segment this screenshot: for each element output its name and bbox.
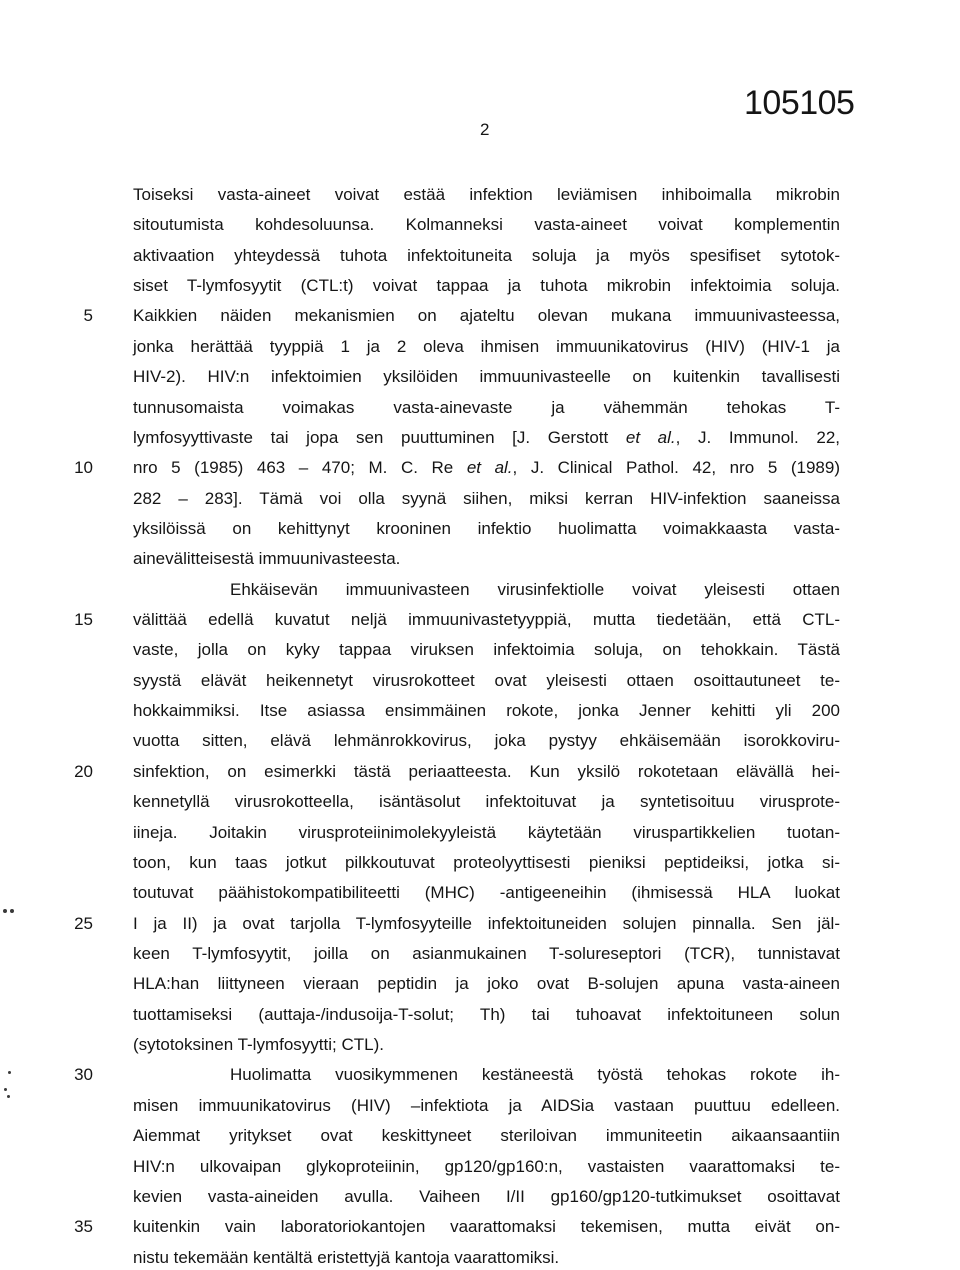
line-text: sitoutumista kohdesoluunsa. Kolmanneksi vasta-aineet voivat komplementin [133, 215, 840, 235]
text-line [133, 337, 840, 357]
line-text: välittää edellä kuvatut neljä immuunivastetyyppiä, mutta tiedetään, että CTL- [133, 610, 840, 630]
text-run: lymfosyyttivaste tai jopa sen puuttuminen [J. Gerstott [133, 427, 626, 447]
text-line [133, 246, 840, 266]
text-run: , J. Immunol. 22, [675, 427, 840, 447]
text-line [74, 761, 840, 782]
text-line [133, 974, 840, 994]
italic-text: et al. [466, 458, 513, 478]
text-line [133, 1248, 840, 1268]
text-line [133, 792, 840, 812]
line-text: vaste, jolla on kyky tappaa viruksen infektoimia soluja, on tehokkain. Tästä [133, 640, 840, 660]
text-line [133, 883, 840, 903]
line-number: 30 [74, 1065, 93, 1085]
margin-dot [3, 909, 7, 913]
text-line [133, 640, 840, 660]
paragraph [74, 579, 840, 1055]
line-number: 15 [74, 610, 93, 630]
text-line [133, 1035, 840, 1055]
text-line [133, 398, 840, 418]
text-line [133, 185, 840, 205]
italic-text: et al. [625, 427, 676, 447]
text-line [133, 671, 840, 691]
text-line [133, 428, 840, 448]
margin-dot [7, 1095, 10, 1098]
line-text: Aiemmat yritykset ovat keskittyneet steriloivan immuniteetin aikaansaantiin [133, 1126, 840, 1146]
text-line [133, 701, 840, 721]
text-line [74, 458, 840, 478]
text-line [133, 549, 840, 569]
line-number: 5 [83, 306, 93, 326]
text-line [133, 731, 840, 751]
text-line [133, 1005, 840, 1025]
line-text: HLA:han liittyneen vieraan peptidin ja joko ovat B-solujen apuna vasta-aineen [133, 974, 840, 994]
line-text: ainevälitteisestä immuunivasteesta. [133, 549, 401, 569]
text-line [133, 823, 840, 843]
text-line [133, 944, 840, 964]
text-line [74, 1065, 840, 1085]
margin-dot [10, 909, 14, 913]
text-line [133, 519, 840, 539]
line-text: iineja. Joitakin virusproteiinimolekyyleistä käytetään viruspartikkelien tuotan- [133, 822, 840, 842]
line-text: 282 – 283]. Tämä voi olla syynä siihen, miksi kerran HIV-infektion saaneissa [133, 488, 840, 508]
margin-dot [4, 1088, 7, 1091]
text-line [133, 215, 840, 235]
body-text [74, 185, 840, 1268]
line-text: sinfektion, on esimerkki tästä periaatteesta. Kun yksilö rokotetaan elävällä hei- [133, 761, 840, 781]
line-text: keen T-lymfosyytit, joilla on asianmukainen T-solureseptori (TCR), tunnistavat [133, 943, 840, 963]
text-line [74, 610, 840, 630]
line-text: aktivaation yhteydessä tuhota infektoituneita soluja ja myös spesifiset sytotok- [133, 245, 840, 265]
line-text: syystä elävät heikennetyt virusrokotteet ovat yleisesti ottaen osoittautuneet te- [133, 670, 840, 690]
page-number: 2 [480, 120, 490, 139]
text-line [133, 489, 840, 509]
line-number: 25 [74, 913, 93, 933]
text-line [133, 276, 840, 296]
line-text: Kaikkien näiden mekanismien on ajateltu olevan mukana immuunivasteessa, [133, 306, 840, 326]
line-text: I ja II) ja ovat tarjolla T-lymfosyyteille infektoituneiden solujen pinnalla. Sen jäl- [133, 913, 840, 933]
text-run: nro 5 (1985) 463 – 470; M. C. Re [133, 458, 467, 478]
line-text: jonka herättää tyyppiä 1 ja 2 oleva ihmisen immuunikatovirus (HIV) (HIV-1 ja [133, 336, 840, 356]
line-text [133, 428, 840, 448]
text-line [133, 1157, 840, 1177]
line-text: hokkaimmiksi. Itse asiassa ensimmäinen rokote, jonka Jenner kehitti yli 200 [133, 701, 840, 721]
line-text: tunnusomaista voimakas vasta-ainevaste ja vähemmän tehokas T- [133, 397, 840, 417]
document-number: 105105 [744, 84, 855, 122]
line-number: 35 [74, 1217, 93, 1237]
line-text: kevien vasta-aineiden avulla. Vaiheen I/II gp160/gp120-tutkimukset osoittavat [133, 1186, 840, 1206]
text-line [133, 1126, 840, 1146]
line-text: misen immuunikatovirus (HIV) –infektiota ja AIDSia vastaan puuttuu edelleen. [133, 1095, 840, 1115]
text-line [133, 367, 840, 387]
line-text: toutuvat päähistokompatibiliteetti (MHC) -antigeeneihin (ihmisessä HLA luokat [133, 883, 840, 903]
text-line [74, 913, 840, 934]
text-line [133, 853, 840, 873]
line-text: kuitenkin vain laboratoriokantojen vaarattomaksi tekemisen, mutta eivät on- [133, 1217, 840, 1237]
line-text: Toiseksi vasta-aineet voivat estää infektion leviämisen inhiboimalla mikrobin [133, 185, 840, 204]
line-number: 10 [74, 458, 93, 478]
line-text: vuotta sitten, elävä lehmänrokkovirus, joka pystyy ehkäisemään isorokkoviru- [133, 731, 840, 751]
line-text: (sytotoksinen T-lymfosyytti; CTL). [133, 1035, 384, 1055]
line-text: HIV:n ulkovaipan glykoproteiinin, gp120/gp160:n, vastaisten vaarattomaksi te- [133, 1156, 840, 1176]
margin-dot [8, 1071, 11, 1074]
line-text: nistu tekemään kentältä eristettyjä kantoja vaarattomiksi. [133, 1247, 560, 1267]
line-number: 20 [74, 761, 93, 781]
text-run: , J. Clinical Pathol. 42, nro 5 (1989) [512, 458, 840, 478]
line-text: tuottamiseksi (auttaja-/indusoija-T-solut; Th) tai tuhoavat infektoituneen solun [133, 1004, 840, 1024]
line-text: Ehkäisevän immuunivasteen virusinfektiolle voivat yleisesti ottaen [230, 579, 840, 599]
text-line [133, 1187, 840, 1207]
paragraph [74, 185, 840, 569]
text-line [133, 1096, 840, 1116]
paragraph [74, 1065, 840, 1267]
line-text: Huolimatta vuosikymmenen kestäneestä työstä tehokas rokote ih- [230, 1065, 840, 1085]
line-text: toon, kun taas jotkut pilkkoutuvat proteolyyttisesti pieniksi peptideiksi, jotka si- [133, 852, 840, 872]
line-text: siset T-lymfosyytit (CTL:t) voivat tappaa ja tuhota mikrobin infektoimia soluja. [133, 276, 840, 296]
text-line [83, 306, 840, 326]
line-text [133, 458, 840, 478]
text-line [74, 1217, 840, 1237]
line-text: kennetyllä virusrokotteella, isäntäsolut infektoituvat ja syntetisoituu virusprote- [133, 792, 840, 812]
text-line [133, 580, 840, 600]
line-text: HIV-2). HIV:n infektoimien yksilöiden immuunivasteelle on kuitenkin tavallisesti [133, 367, 840, 387]
line-text: yksilöissä on kehittynyt krooninen infektio huolimatta voimakkaasta vasta- [133, 518, 840, 538]
